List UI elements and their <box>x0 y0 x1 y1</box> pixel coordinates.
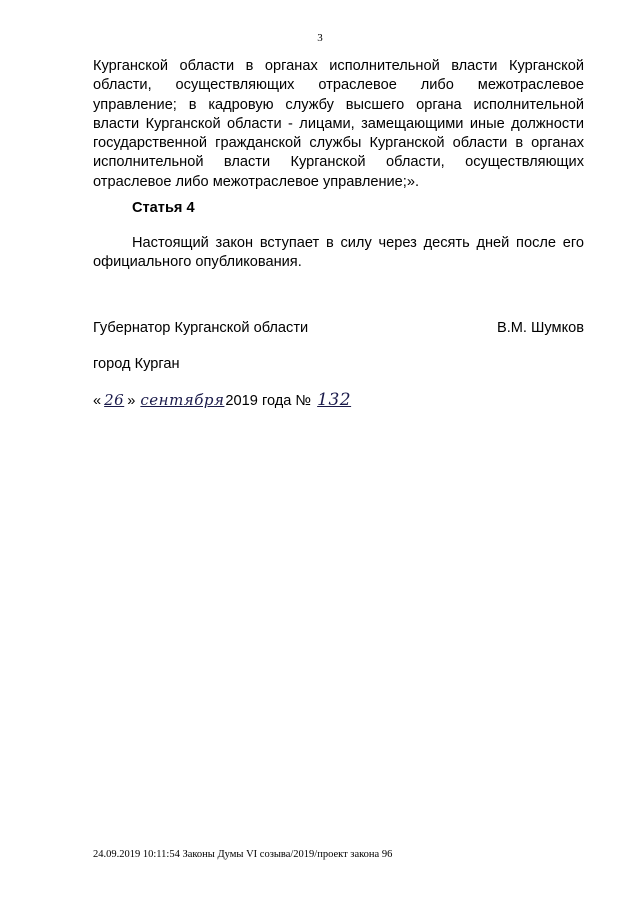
article-title: Статья 4 <box>132 200 195 216</box>
signature-block <box>93 320 584 336</box>
date-line <box>93 390 353 410</box>
page-number: 3 <box>317 32 323 44</box>
date-day-handwritten: 26 <box>104 391 125 409</box>
signatory-name: В.М. Шумков <box>496 320 584 336</box>
law-number-handwritten: 132 <box>317 390 352 410</box>
signatory-position: Губернатор Курганской области <box>93 320 309 336</box>
date-month-handwritten: сентября <box>140 391 225 409</box>
date-open-quote: « <box>93 393 102 409</box>
city: город Курган <box>93 356 180 372</box>
date-year-text: 2019 года № <box>225 393 312 409</box>
article-text: Настоящий закон вступает в силу через десять дней после его официального опубликования. <box>93 235 584 271</box>
footer-metadata: 24.09.2019 10:11:54 Законы Думы VI созыва/2019/проект закона 96 <box>93 849 393 860</box>
continuation-paragraph <box>93 57 584 192</box>
continuation-paragraph-text: Курганской области в органах исполнительной власти Курганской области, осуществляющих отраслевое либо межотраслевое управление; в кадровую службу высшего органа исполнительной власти Курганской области - лицами, замещающими иные должности государственной гражданской службы Курганской области в органах исполнительной власти Курганской области, осуществляющих отраслевое либо межотраслевое управление;». <box>93 58 584 190</box>
date-close-quote: » <box>127 393 136 409</box>
